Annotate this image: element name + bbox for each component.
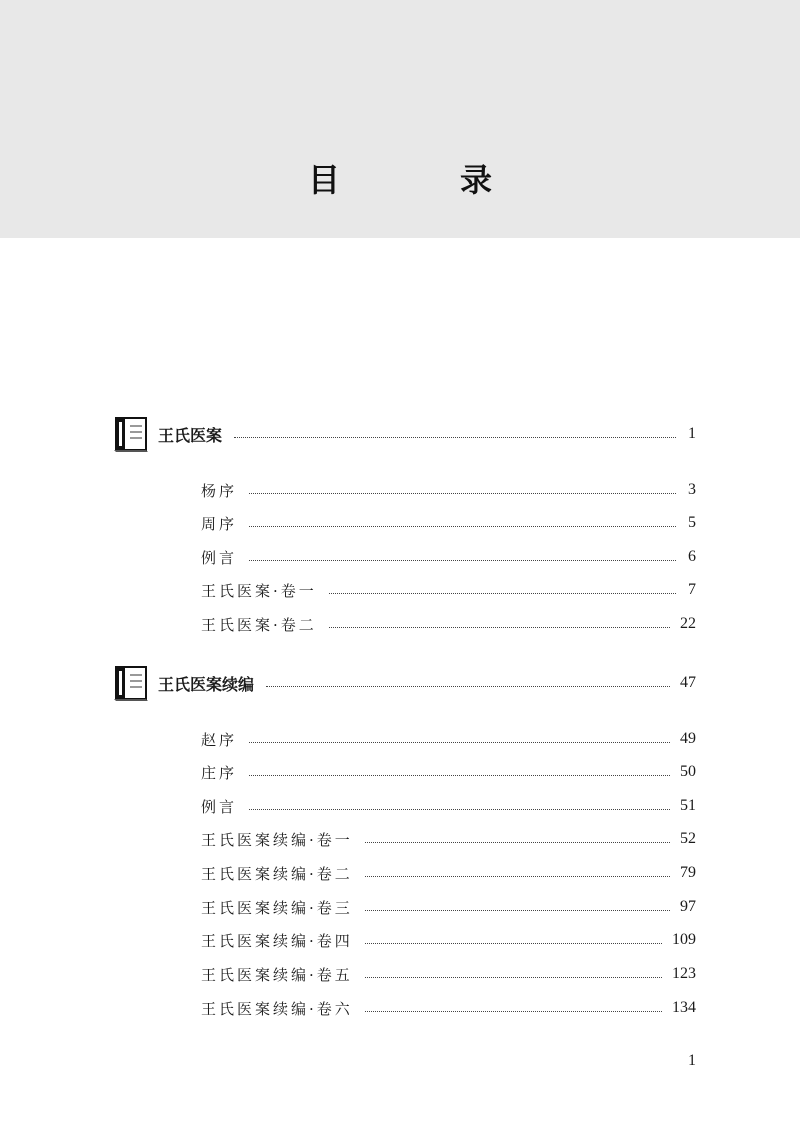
toc-entry-title: 例言 [201, 797, 238, 816]
toc-page-number: 123 [672, 965, 696, 982]
toc-entry-title: 王氏医案续编·卷三 [201, 898, 353, 917]
toc-entry[interactable] [201, 510, 696, 536]
dot-leader [365, 977, 662, 978]
toc-page-number: 7 [688, 581, 696, 598]
toc-page-number: 47 [680, 674, 696, 691]
toc-page-number: 79 [680, 864, 696, 881]
dot-leader [249, 809, 670, 810]
toc-entry[interactable] [201, 927, 696, 953]
toc-entry-title: 王氏医案·卷二 [201, 615, 317, 634]
dot-leader [365, 910, 670, 911]
toc-page-number: 50 [680, 763, 696, 780]
toc-section-title: 王氏医案 [158, 425, 223, 445]
dot-leader [249, 775, 670, 776]
book-icon [110, 414, 150, 454]
toc-entry[interactable] [201, 793, 696, 819]
toc-entry[interactable] [201, 826, 696, 852]
toc-entry[interactable] [201, 961, 696, 987]
page-title: 目 录 [307, 161, 536, 199]
dot-leader [365, 876, 670, 877]
toc-entry-title: 赵序 [201, 730, 238, 749]
toc-entry-title: 王氏医案续编·卷二 [201, 864, 353, 883]
toc-entry[interactable] [201, 894, 696, 920]
toc-entry[interactable] [201, 544, 696, 570]
dot-leader [249, 526, 676, 527]
dot-leader [329, 593, 676, 594]
toc-page-number: 49 [680, 730, 696, 747]
page-number: 1 [688, 1052, 696, 1069]
dot-leader [365, 842, 670, 843]
dot-leader [329, 627, 670, 628]
toc-entry-title: 王氏医案·卷一 [201, 581, 317, 600]
dot-leader [266, 686, 670, 687]
toc-section-title: 王氏医案续编 [158, 674, 255, 694]
toc-entry-title: 例言 [201, 548, 238, 567]
toc-entry-title: 王氏医案续编·卷四 [201, 931, 353, 950]
dot-leader [249, 560, 676, 561]
toc-page-number: 109 [672, 931, 696, 948]
dot-leader [249, 742, 670, 743]
toc-page-number: 51 [680, 797, 696, 814]
toc-page-number: 134 [672, 999, 696, 1016]
toc-page-number: 52 [680, 830, 696, 847]
toc-page-number: 97 [680, 898, 696, 915]
toc-page-number: 22 [680, 615, 696, 632]
toc-page-number: 6 [688, 548, 696, 565]
toc-entry-title: 杨序 [201, 481, 238, 500]
dot-leader [234, 437, 676, 438]
dot-leader [365, 1011, 662, 1012]
toc-page-number: 1 [688, 425, 696, 442]
dot-leader [249, 493, 676, 494]
toc-section-wangshi-yian[interactable] [110, 414, 696, 454]
dot-leader [365, 943, 662, 944]
toc-entry-title: 庄序 [201, 763, 238, 782]
toc-entry[interactable] [201, 759, 696, 785]
toc-entry[interactable] [201, 577, 696, 603]
toc-entry-title: 王氏医案续编·卷一 [201, 830, 353, 849]
toc-page-number: 3 [688, 481, 696, 498]
toc-entry[interactable] [201, 726, 696, 752]
toc-page-number: 5 [688, 514, 696, 531]
toc-entry-title: 王氏医案续编·卷六 [201, 999, 353, 1018]
toc-entry[interactable] [201, 611, 696, 637]
book-icon [110, 663, 150, 703]
toc-entry[interactable] [201, 477, 696, 503]
toc-entry-title: 周序 [201, 514, 238, 533]
toc-entry[interactable] [201, 860, 696, 886]
toc-section-wangshi-yian-xubian[interactable] [110, 663, 696, 703]
toc-entry-title: 王氏医案续编·卷五 [201, 965, 353, 984]
toc-entry[interactable] [201, 995, 696, 1021]
